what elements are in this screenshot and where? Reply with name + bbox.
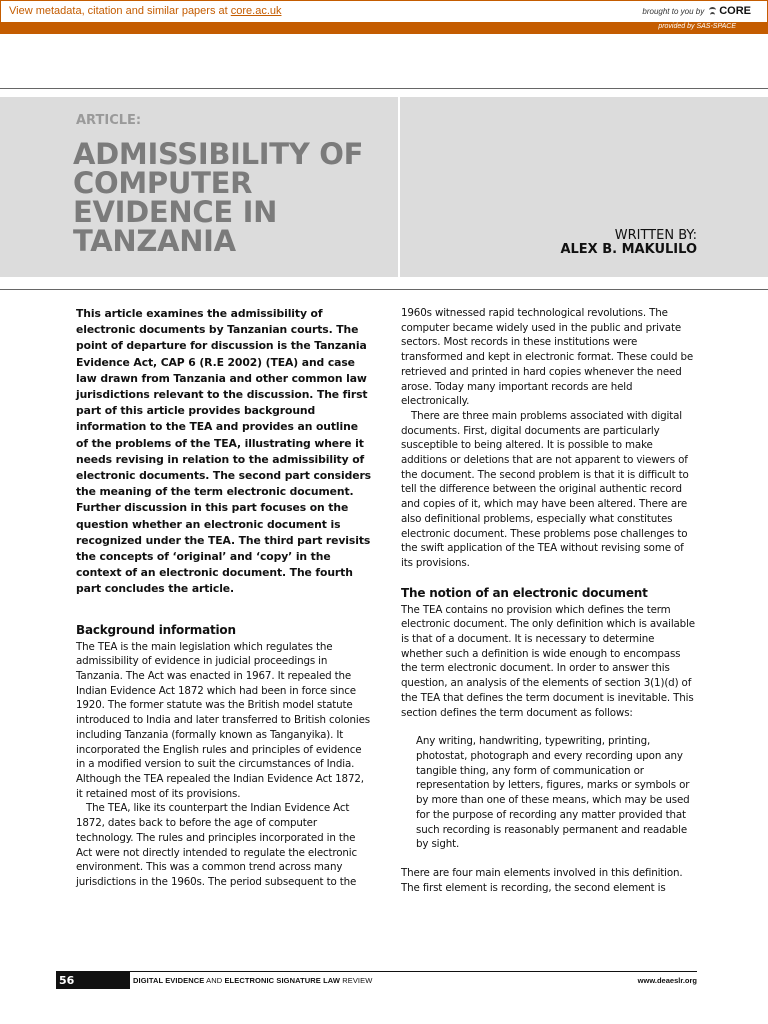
provided-by-link[interactable]: provided by SAS-SPACE	[658, 23, 736, 30]
core-logo-icon	[708, 6, 717, 17]
header-divider-bottom	[0, 289, 768, 290]
journal-name-part: DIGITAL EVIDENCE	[133, 976, 205, 985]
author-name: ALEX B. MAKULILO	[560, 242, 697, 257]
header-divider-top	[0, 88, 768, 89]
footer-rule	[56, 971, 697, 972]
abstract: This article examines the admissibility of electronic documents by Tanzanian courts. The point of departure for discussion is the Tanzania Evidence Act, CAP 6 (R.E 2002) (TEA) and case law drawn from Tanzania and other common law jurisdictions relevant to the discussion. The first part of this article provides background information to the TEA and provides an outline of the problems of the TEA, illustrating where it needs revising in relation to the admissibility of electronic documents. The second part considers the meaning of the term electronic document. Further discussion in this part focuses on the question whether an electronic document is recognized under the TEA. The third part revisits the concepts of ‘original’ and ‘copy’ in the context of an electronic document. The fourth part concludes the article.	[76, 307, 372, 596]
core-link-prefix: View metadata, citation and similar papers at	[9, 5, 231, 17]
written-by-label: WRITTEN BY:	[614, 228, 697, 243]
journal-name-part: AND	[204, 976, 225, 985]
core-brought-by	[642, 5, 751, 17]
core-metadata-link[interactable]	[9, 5, 282, 17]
journal-name-part: ELECTRONIC SIGNATURE LAW	[224, 976, 341, 985]
body-paragraph: The TEA is the main legislation which regulates the admissibility of evidence in judicial proceedings in Tanzania. The Act was enacted in 1967. It repealed the Indian Evidence Act 1872 which had been in force since 1920. The former statute was the British model statute introduced to India and later transferred to British colonies including Tanzania (formally known as Tanganyika). It incorporated the English rules and principles of evidence in a modified version to suit the circumstances of India. Although the TEA repealed the Indian Evidence Act 1872, it retained most of its provisions.	[76, 640, 370, 800]
journal-name	[133, 976, 372, 985]
body-paragraph: The TEA contains no provision which defines the term electronic document. The only definition which is available is that of a document. It is necessary to determine whether such a definition is wide enough to encompass the term electronic document. In order to answer this question, an analysis of the elements of section 3(1)(d) of the TEA that defines the term document is inevitable. This section defines the term document as follows:	[401, 603, 695, 719]
journal-website[interactable]: www.deaeslr.org	[637, 976, 697, 985]
article-title: ADMISSIBILITY OF COMPUTER EVIDENCE IN TANZANIA	[73, 137, 364, 258]
left-column	[76, 306, 372, 890]
body-paragraph: There are three main problems associated with digital documents. First, digital documents are particularly susceptible to being altered. It is possible to make additions or deletions that are not apparent to viewers of the document. The second problem is that it is difficult to tell the difference between the original authentic record and copies of it, which may have been altered. There are also definitional problems, especially what constitutes electronic document. These problems pose challenges to the swift application of the TEA without revising some of its provisions.	[401, 409, 689, 569]
core-banner	[0, 0, 768, 22]
journal-name-part: REVIEW	[340, 976, 373, 985]
core-logo[interactable]	[708, 5, 751, 17]
page-number: 56	[56, 972, 130, 989]
core-link-text[interactable]: core.ac.uk	[230, 5, 282, 17]
body-paragraph: The TEA, like its counterpart the Indian Evidence Act 1872, dates back to before the age of computer technology. The rules and principles incorporated in the Act were not directly intended to regulate the electronic environment. This was a common trend across many jurisdictions in the 1960s. The period subsequent to the	[76, 802, 358, 888]
block-quote: Any writing, handwriting, typewriting, printing, photostat, photograph and every recording upon any tangible thing, any form of communication or representation by letters, figures, marks or symbols or by more than one of these means, which may be used for the purpose of recording any matter provided that such recording is reasonably permanent and readable by sight.	[416, 735, 690, 851]
provided-bar	[0, 22, 768, 34]
section-heading-notion: The notion of an electronic document	[401, 585, 648, 600]
brought-by-text: brought to you by	[642, 6, 705, 16]
core-logo-text: CORE	[719, 5, 751, 17]
right-column	[401, 306, 697, 895]
body-paragraph: 1960s witnessed rapid technological revolutions. The computer became widely used in the public and private sectors. Most records in these institutions were transformed and kept in electronic format. These could be retrieved and printed in hard copies whenever the need arose. Today many important records are held electronically.	[401, 307, 694, 408]
body-paragraph: There are four main elements involved in this definition. The first element is recording, the second element is	[401, 866, 683, 894]
section-heading-background: Background information	[76, 622, 236, 637]
article-label: ARTICLE:	[76, 113, 142, 128]
